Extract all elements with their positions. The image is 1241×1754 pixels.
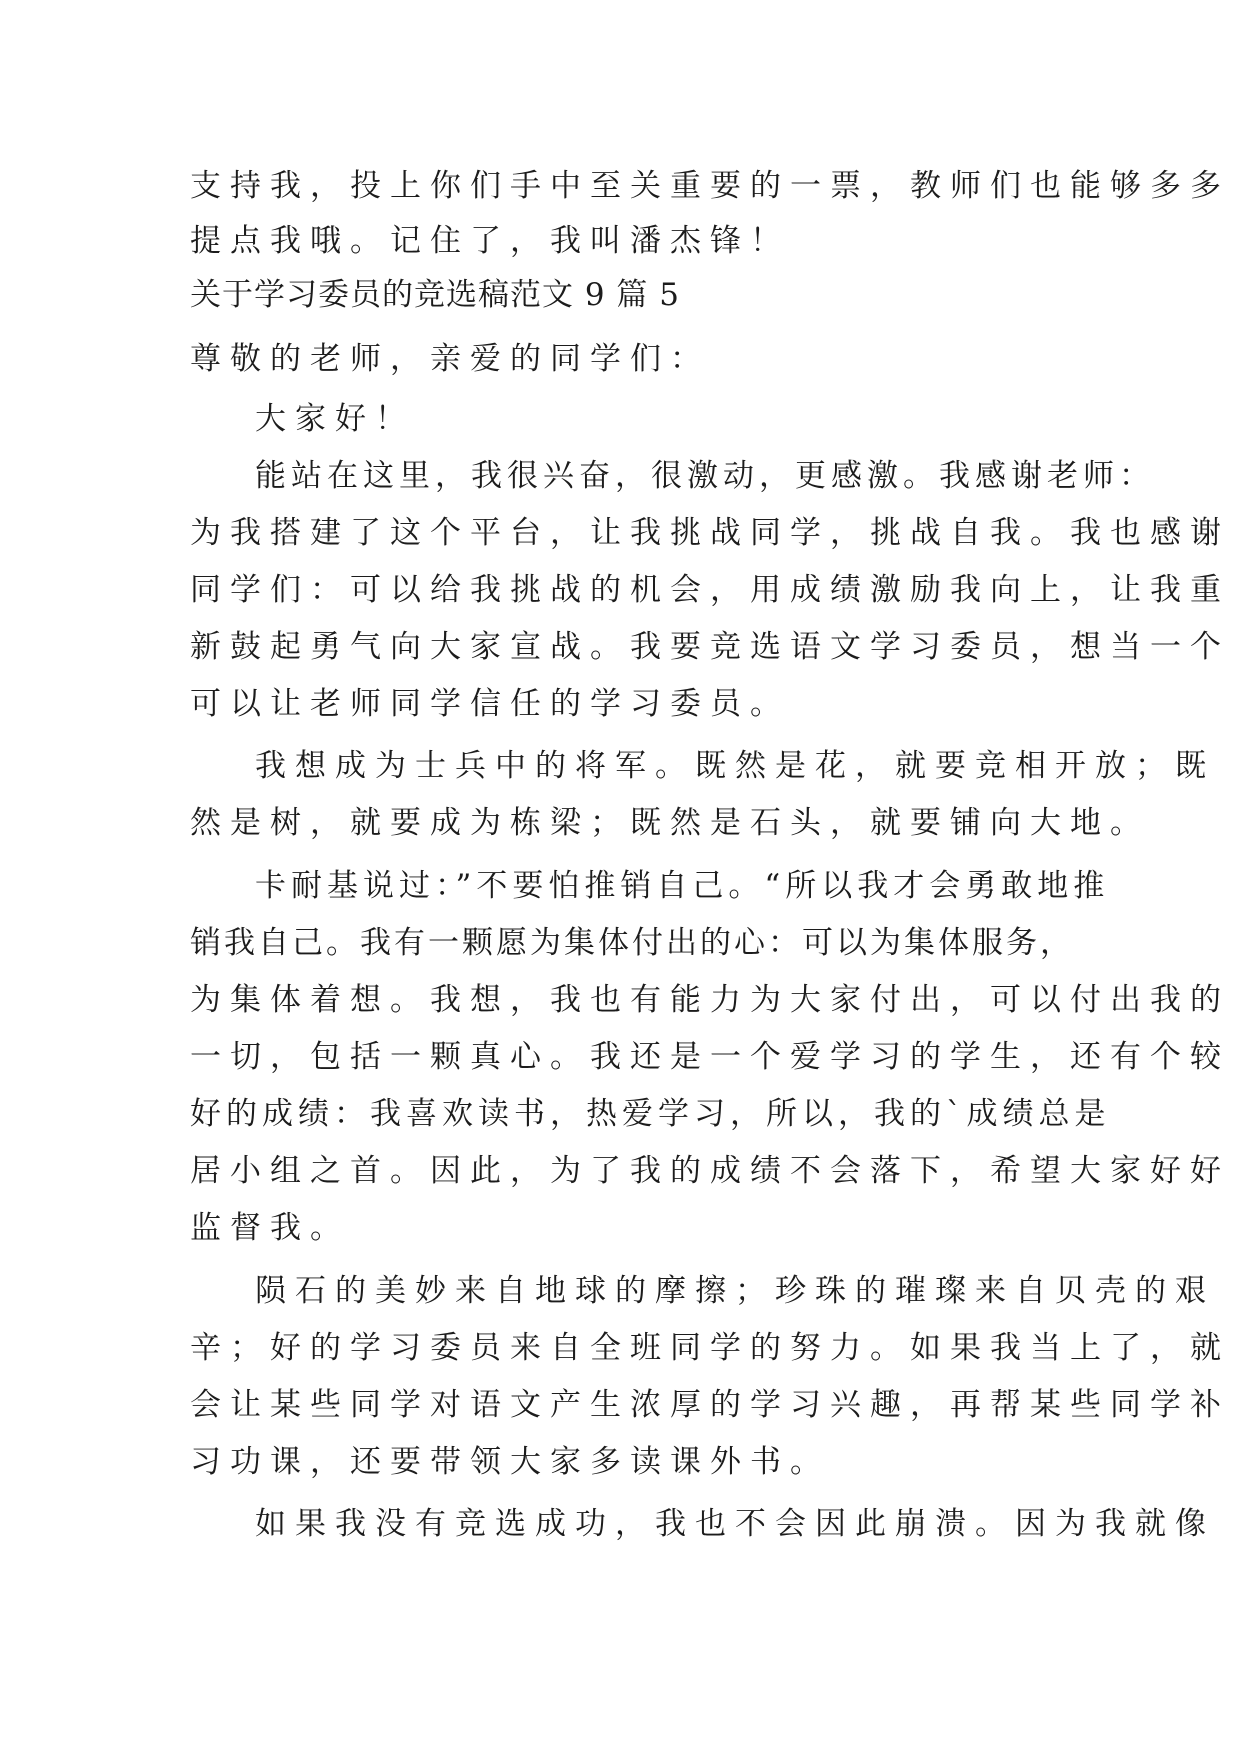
text-line: 提点我哦。记住了，我叫潘杰锋！ [190,223,790,259]
text-line: 为集体着想。我想，我也有能力为大家付出，可以付出我的 [190,982,1230,1018]
text-line: 能站在这里，我很兴奋，很激动，更感激。我感谢老师： [255,458,1155,494]
text-line: 一切，包括一颗真心。我还是一个爱学习的学生，还有个较 [190,1039,1230,1075]
text-line: 辛；好的学习委员来自全班同学的努力。如果我当上了，就 [190,1330,1230,1366]
salutation: 尊敬的老师，亲爱的同学们： [190,341,710,377]
text-line: 我想成为士兵中的将军。既然是花，就要竞相开放；既 [255,748,1215,784]
text-line: 会让某些同学对语文产生浓厚的学习兴趣，再帮某些同学补 [190,1387,1230,1423]
section-heading: 关于学习委员的竞选稿范文 9 篇 5 [190,277,681,313]
text-line: 如果我没有竞选成功，我也不会因此崩溃。因为我就像 [255,1506,1215,1542]
text-line: 好的成绩：我喜欢读书，热爱学习，所以，我的`成绩总是 [190,1096,1111,1132]
text-line: 居小组之首。因此，为了我的成绩不会落下，希望大家好好 [190,1153,1230,1189]
text-line: 销我自己。我有一颗愿为集体付出的心：可以为集体服务， [190,925,1074,961]
text-line: 可以让老师同学信任的学习委员。 [190,686,790,722]
text-line: 习功课，还要带领大家多读课外书。 [190,1444,830,1480]
text-line: 新鼓起勇气向大家宣战。我要竞选语文学习委员，想当一个 [190,629,1230,665]
text-line: 卡耐基说过：”不要怕推销自己。“所以我才会勇敢地推 [255,868,1110,904]
text-line: 然是树，就要成为栋梁；既然是石头，就要铺向大地。 [190,805,1150,841]
text-line: 陨石的美妙来自地球的摩擦；珍珠的璀璨来自贝壳的艰 [255,1273,1215,1309]
text-line: 支持我，投上你们手中至关重要的一票，教师们也能够多多 [190,168,1230,204]
text-line: 同学们：可以给我挑战的机会，用成绩激励我向上，让我重 [190,572,1230,608]
text-line: 为我搭建了这个平台，让我挑战同学，挑战自我。我也感谢 [190,515,1230,551]
text-line: 监督我。 [190,1210,350,1246]
greeting: 大家好！ [255,401,415,437]
